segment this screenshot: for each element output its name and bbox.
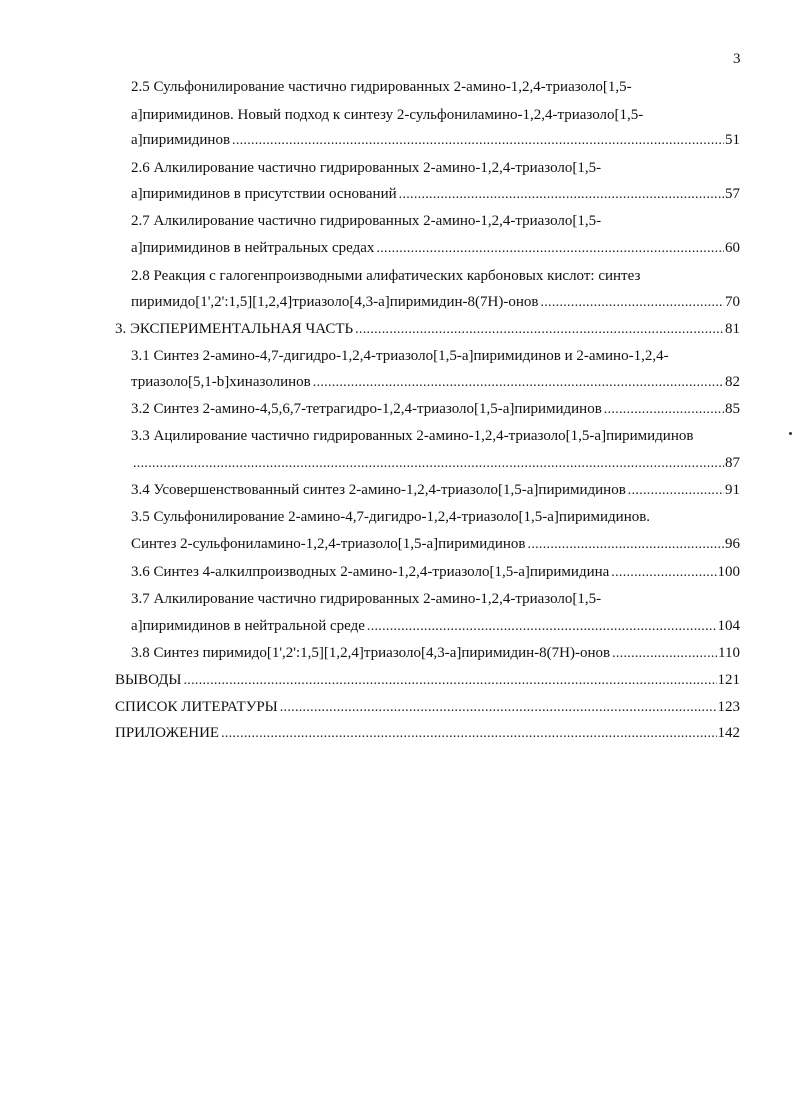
leader-dots bbox=[540, 291, 724, 314]
toc-entry-references[interactable] bbox=[115, 696, 740, 718]
toc-entry-2-6[interactable] bbox=[131, 183, 740, 205]
toc-page-number: 81 bbox=[725, 321, 740, 337]
toc-entry-label: 3.2 Синтез 2-амино-4,5,6,7-тетрагидро-1,2,4-триазоло[1,5-а]пиримидинов bbox=[131, 401, 602, 417]
toc-page-number: 60 bbox=[725, 240, 740, 256]
toc-entry-conclusions[interactable] bbox=[115, 669, 740, 691]
toc-entry-label: 3. ЭКСПЕРИМЕНТАЛЬНАЯ ЧАСТЬ bbox=[115, 321, 354, 337]
toc-entry-label: СПИСОК ЛИТЕРАТУРЫ bbox=[115, 699, 278, 715]
toc-entry-label: пиримидо[1',2':1,5][1,2,4]триазоло[4,3-а]пиримидин-8(7Н)-онов bbox=[131, 294, 539, 310]
scan-speck bbox=[789, 432, 792, 435]
toc-page-number: 85 bbox=[725, 401, 740, 417]
toc-entry-3-3-line-1: 3.3 Ацилирование частично гидрированных 2-амино-1,2,4-триазоло[1,5-а]пиримидинов bbox=[131, 428, 694, 444]
page-number: 3 bbox=[733, 51, 741, 67]
toc-entry-appendix[interactable] bbox=[115, 722, 740, 744]
toc-entry-label: ВЫВОДЫ bbox=[115, 672, 182, 688]
toc-entry-2-6-line-1: 2.6 Алкилирование частично гидрированных 2-амино-1,2,4-триазоло[1,5- bbox=[131, 160, 602, 176]
toc-entry-label: Синтез 2-сульфониламино-1,2,4-триазоло[1,5-а]пиримидинов bbox=[131, 536, 526, 552]
leader-dots bbox=[355, 318, 724, 341]
toc-entry-3-7-line-1: 3.7 Алкилирование частично гидрированных 2-амино-1,2,4-триазоло[1,5- bbox=[131, 591, 602, 607]
toc-entry-2-7-line-1: 2.7 Алкилирование частично гидрированных 2-амино-1,2,4-триазоло[1,5- bbox=[131, 213, 602, 229]
toc-page-number: 110 bbox=[718, 645, 740, 661]
toc-page-number: 91 bbox=[725, 482, 740, 498]
leader-dots bbox=[604, 398, 724, 421]
toc-entry-2-8-line-1: 2.8 Реакция с галогенпроизводными алифатических карбоновых кислот: синтез bbox=[131, 268, 641, 284]
toc-page-number: 121 bbox=[717, 672, 740, 688]
leader-dots bbox=[133, 452, 724, 475]
leader-dots bbox=[528, 533, 724, 556]
toc-entry-3-5-line-1: 3.5 Сульфонилирование 2-амино-4,7-дигидро-1,2,4-триазоло[1,5-а]пиримидинов. bbox=[131, 509, 651, 525]
toc-page-number: 87 bbox=[725, 455, 740, 471]
toc-page-number: 82 bbox=[725, 374, 740, 390]
leader-dots bbox=[367, 615, 717, 638]
toc-entry-label: а]пиримидинов в нейтральной среде bbox=[131, 618, 365, 634]
toc-entry-3-1[interactable] bbox=[131, 371, 740, 393]
toc-entry-3-1-line-1: 3.1 Синтез 2-амино-4,7-дигидро-1,2,4-триазоло[1,5-а]пиримидинов и 2-амино-1,2,4- bbox=[131, 348, 669, 364]
toc-page-number: 123 bbox=[717, 699, 740, 715]
toc-entry-3-5[interactable] bbox=[131, 533, 740, 555]
toc-entry-3-4[interactable] bbox=[131, 479, 740, 501]
toc-entry-label: а]пиримидинов в нейтральных средах bbox=[131, 240, 375, 256]
toc-entry-2-5-line-1: 2.5 Сульфонилирование частично гидрированных 2-амино-1,2,4-триазоло[1,5- bbox=[131, 79, 632, 95]
leader-dots bbox=[221, 722, 716, 745]
leader-dots bbox=[184, 669, 717, 692]
toc-entry-label: 3.4 Усовершенствованный синтез 2-амино-1,2,4-триазоло[1,5-а]пиримидинов bbox=[131, 482, 626, 498]
leader-dots bbox=[611, 561, 716, 584]
leader-dots bbox=[376, 237, 724, 260]
toc-entry-label: ПРИЛОЖЕНИЕ bbox=[115, 725, 220, 741]
toc-entry-label: а]пиримидинов в присутствии оснований bbox=[131, 186, 397, 202]
toc-entry-3-6[interactable] bbox=[131, 561, 740, 583]
toc-page-number: 70 bbox=[725, 294, 740, 310]
toc-page-number: 142 bbox=[717, 725, 740, 741]
leader-dots bbox=[280, 696, 717, 719]
leader-dots bbox=[399, 183, 724, 206]
toc-entry-3-2[interactable] bbox=[131, 398, 740, 420]
toc-page-number: 96 bbox=[725, 536, 740, 552]
leader-dots bbox=[628, 479, 724, 502]
toc-entry-label: а]пиримидинов bbox=[131, 132, 231, 148]
toc-entry-2-8[interactable] bbox=[131, 291, 740, 313]
toc-entry-3-7[interactable] bbox=[131, 615, 740, 637]
toc-entry-3[interactable] bbox=[115, 318, 740, 340]
toc-page-number: 51 bbox=[725, 132, 740, 148]
toc-page-number: 57 bbox=[725, 186, 740, 202]
toc-entry-3-3[interactable] bbox=[131, 452, 740, 474]
toc-entry-3-8[interactable] bbox=[131, 642, 740, 664]
leader-dots bbox=[612, 642, 717, 665]
leader-dots bbox=[313, 371, 724, 394]
toc-page-number: 100 bbox=[717, 564, 740, 580]
leader-dots bbox=[232, 129, 724, 152]
toc-entry-2-5-line-2: а]пиримидинов. Новый подход к синтезу 2-сульфониламино-1,2,4-триазоло[1,5- bbox=[131, 107, 644, 123]
toc-entry-2-7[interactable] bbox=[131, 237, 740, 259]
toc-entry-label: 3.6 Синтез 4-алкилпроизводных 2-амино-1,2,4-триазоло[1,5-а]пиримидина bbox=[131, 564, 610, 580]
toc-page-number: 104 bbox=[717, 618, 740, 634]
toc-entry-label: 3.8 Синтез пиримидо[1',2':1,5][1,2,4]триазоло[4,3-а]пиримидин-8(7Н)-онов bbox=[131, 645, 611, 661]
toc-entry-label: триазоло[5,1-b]хиназолинов bbox=[131, 374, 311, 390]
toc-entry-2-5[interactable] bbox=[131, 129, 740, 151]
